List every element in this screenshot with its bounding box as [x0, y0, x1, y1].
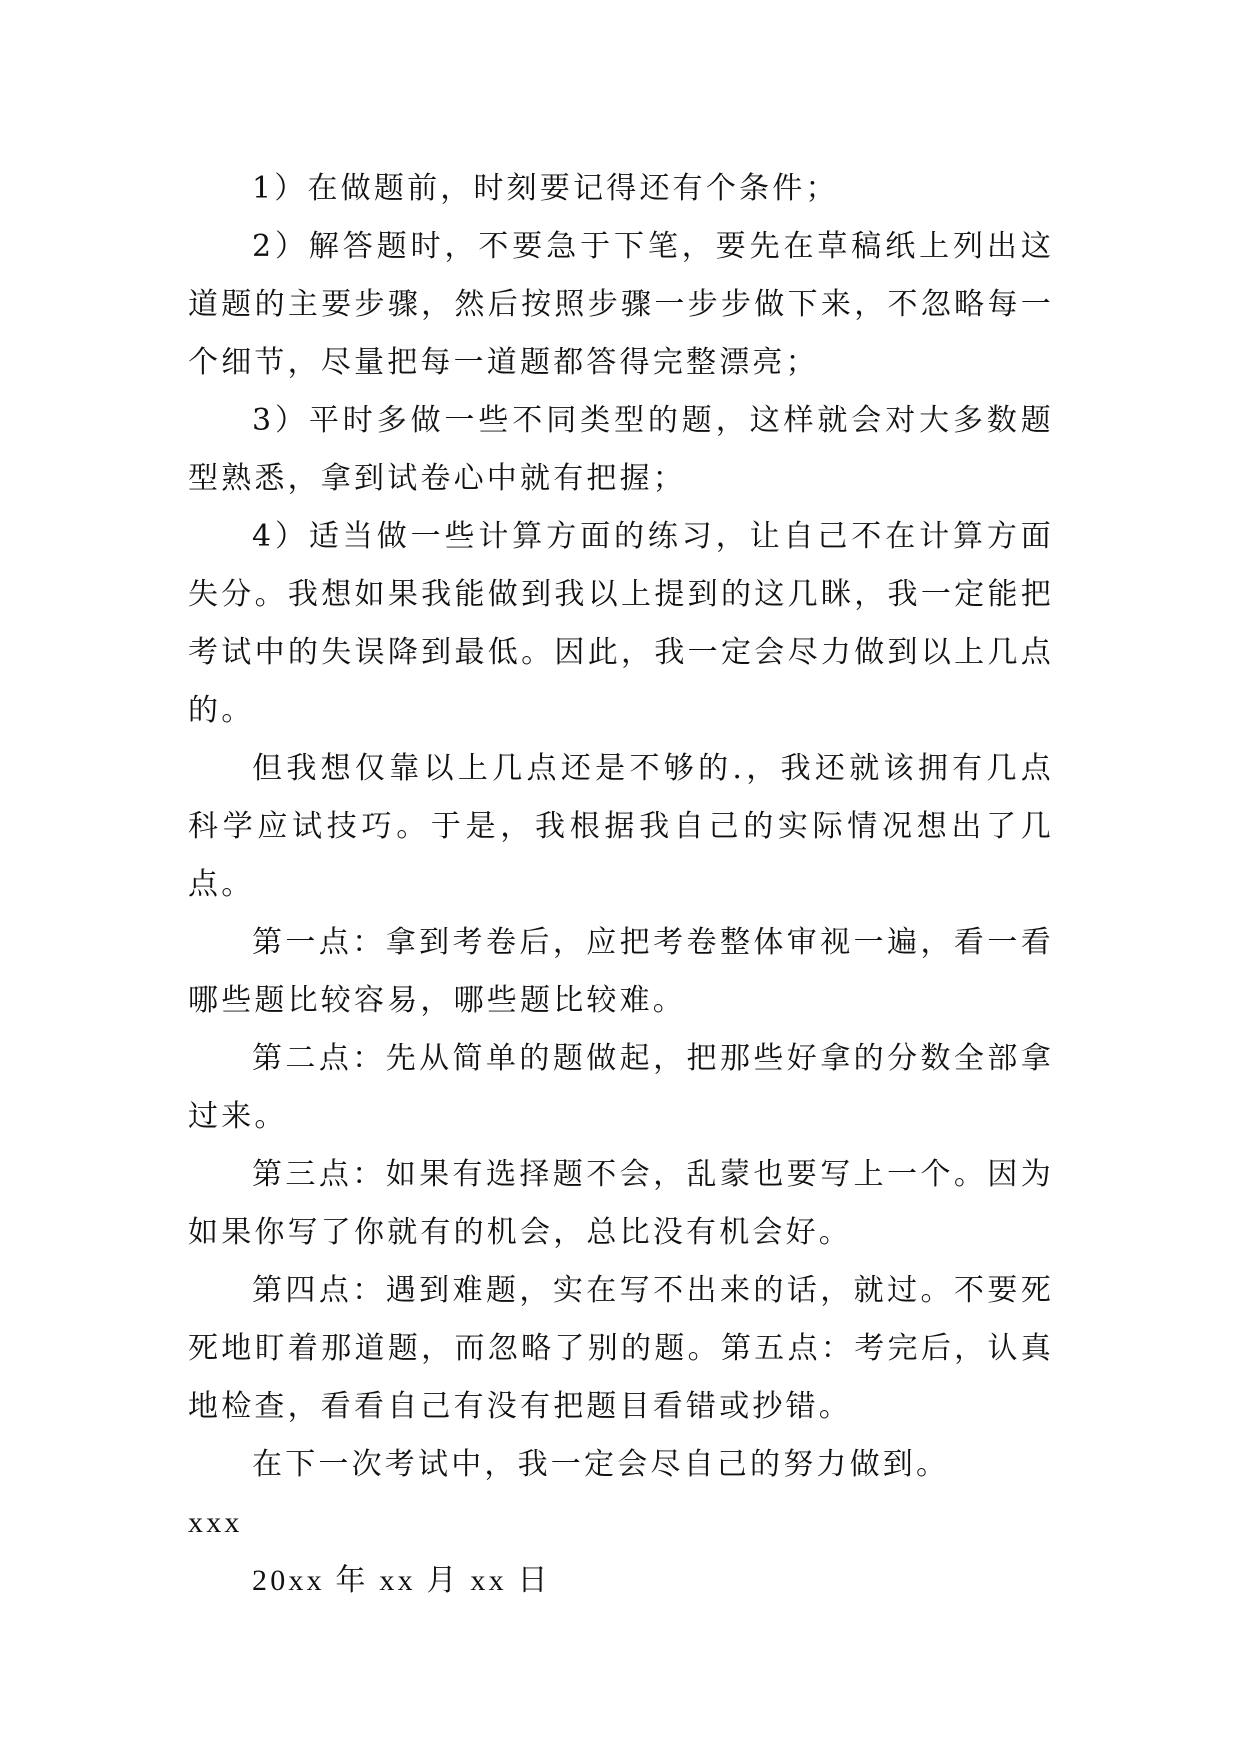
document-body — [188, 160, 1054, 1610]
paragraph-4: 4）适当做一些计算方面的练习，让自己不在计算方面失分。我想如果我能做到我以上提到的这几眯，我一定能把考试中的失误降到最低。因此，我一定会尽力做到以上几点的。 — [188, 519, 1054, 728]
paragraph-9: 第四点：遇到难题，实在写不出来的话，就过。不要死死地盯着那道题，而忽略了别的题。第五点：考完后，认真地检查，看看自己有没有把题目看错或抄错。 — [188, 1273, 1054, 1424]
paragraph-3: 3）平时多做一些不同类型的题，这样就会对大多数题型熟悉，拿到试卷心中就有把握； — [188, 403, 1054, 496]
signature-name: xxx — [188, 1506, 243, 1539]
signature-date: 20xx 年 xx 月 xx 日 — [252, 1564, 551, 1597]
paragraph-6: 第一点：拿到考卷后，应把考卷整体审视一遍，看一看哪些题比较容易，哪些题比较难。 — [188, 925, 1054, 1018]
paragraph-10: 在下一次考试中，我一定会尽自己的努力做到。 — [252, 1447, 950, 1482]
paragraph-5: 但我想仅靠以上几点还是不够的.，我还就该拥有几点科学应试技巧。于是，我根据我自己的实际情况想出了几点。 — [188, 751, 1054, 902]
paragraph-1: 1）在做题前，时刻要记得还有个条件； — [252, 171, 839, 206]
paragraph-8: 第三点：如果有选择题不会，乱蒙也要写上一个。因为如果你写了你就有的机会，总比没有机会好。 — [188, 1157, 1054, 1250]
paragraph-7: 第二点：先从简单的题做起，把那些好拿的分数全部拿过来。 — [188, 1041, 1054, 1134]
paragraph-2: 2）解答题时，不要急于下笔，要先在草稿纸上列出这道题的主要步骤，然后按照步骤一步步做下来，不忽略每一个细节，尽量把每一道题都答得完整漂亮； — [188, 229, 1054, 380]
